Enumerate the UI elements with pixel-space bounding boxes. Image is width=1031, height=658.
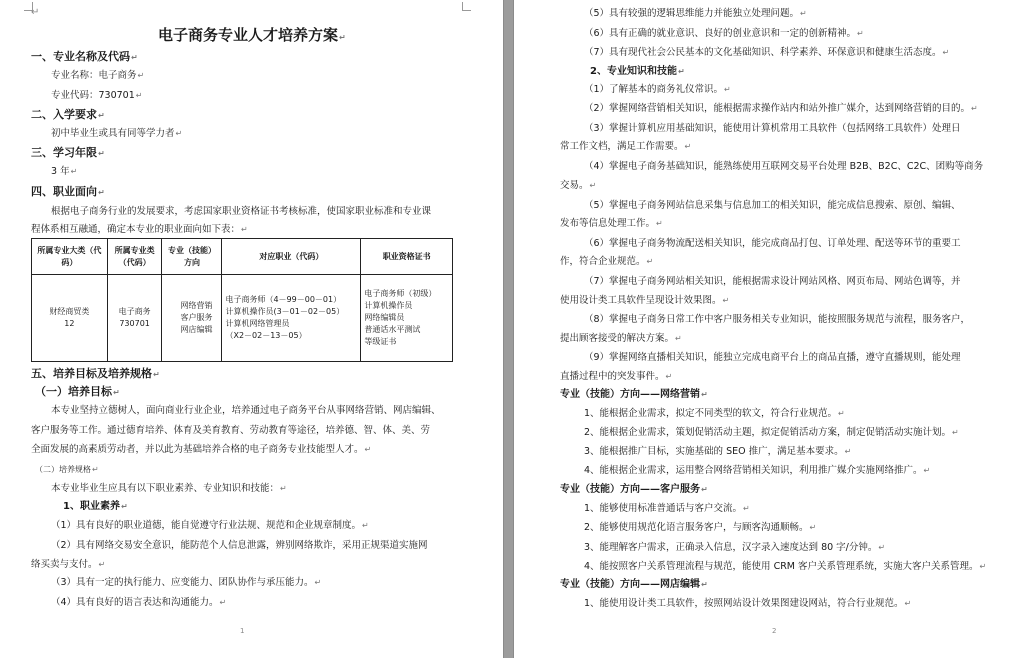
body-line[interactable]: 本专业毕业生应具有以下职业素养、专业知识和技能： ↵ <box>51 483 287 495</box>
list-item[interactable]: 发布等信息处理工作。 ↵ <box>560 218 663 230</box>
list-item[interactable]: （4）具有良好的语言表达和沟通能力。 ↵ <box>51 597 226 609</box>
table-cell[interactable] <box>162 275 222 362</box>
list-item[interactable]: （5）具有较强的逻辑思维能力并能独立处理问题。 ↵ <box>584 8 807 20</box>
document-title[interactable]: 电子商务专业人才培养方案 ↵ <box>158 26 346 47</box>
list-item[interactable]: 3、能理解客户需求，正确录入信息，汉字录入速度达到 80 字/分钟。 ↵ <box>584 542 885 554</box>
table-header-row <box>32 239 453 275</box>
list-item[interactable]: 使用设计类工具软件呈现设计效果图。 ↵ <box>560 295 729 307</box>
list-item[interactable]: 1、能使用设计类工具软件，按照网站设计效果图建设网站，符合行业规范。 ↵ <box>584 598 911 610</box>
list-item[interactable]: （2）具有网络交易安全意识，能防范个人信息泄露，辨别网络欺诈，采用正规渠道实施网 <box>51 540 428 551</box>
list-item[interactable]: 常工作文档，满足工作需要。 ↵ <box>560 141 691 153</box>
table-header-cell[interactable]: 对应职业（代码） <box>222 239 361 275</box>
body-line[interactable]: 程体系相互融通，确定本专业的职业面向如下表： ↵ <box>31 224 248 236</box>
list-item[interactable]: 2、能够使用规范化语言服务客户，与顾客沟通顺畅。 ↵ <box>584 522 816 534</box>
career-table <box>31 238 453 362</box>
list-item[interactable]: 作，符合企业规范。 ↵ <box>560 256 653 268</box>
list-item[interactable]: （6）具有正确的就业意识、良好的创业意识和一定的创新精神。 ↵ <box>584 28 864 40</box>
cell-text: 网络编辑员 <box>364 313 405 322</box>
subsection-heading[interactable]: （二）培养规格 ↵ <box>35 464 99 476</box>
direction-heading[interactable]: 专业（技能）方向——客户服务 ↵ <box>560 484 708 496</box>
direction-heading[interactable]: 专业（技能）方向——网络营销 ↵ <box>560 389 708 401</box>
list-item[interactable]: （7）掌握电子商务网站相关知识，能根据需求设计网站风格、网页布局、网站色调等，并 <box>584 276 961 287</box>
table-header-cell[interactable]: 专业（技能）方向 <box>162 239 222 275</box>
list-item[interactable]: （7）具有现代社会公民基本的文化基础知识、科学素养、环保意识和健康生活态度。 ↵ <box>584 47 949 59</box>
cell-text: 财经商贸类 <box>49 307 90 316</box>
cell-text: 网店编辑 <box>180 325 213 334</box>
list-item[interactable]: （9）掌握网络直播相关知识，能独立完成电商平台上的商品直播，遵守直播规则，能处理 <box>584 352 961 363</box>
table-header-cell[interactable]: 所属专业类（代码） <box>107 239 162 275</box>
document-page-2 <box>514 0 1031 658</box>
table-cell[interactable] <box>222 275 361 362</box>
cell-text: 计算机操作员(3－01－02－05） <box>225 307 345 316</box>
list-item[interactable]: （5）掌握电子商务网站信息采集与信息加工的相关知识，能完成信息搜索、原创、编辑、 <box>584 200 961 211</box>
list-item[interactable]: （3）掌握计算机应用基础知识，能使用计算机常用工具软件（包括网络工具软件）处理日 <box>584 123 961 134</box>
margin-corner-mark <box>462 2 471 11</box>
item-heading[interactable]: 2、专业知识和技能 ↵ <box>590 66 685 78</box>
body-line[interactable]: 专业名称：电子商务 ↵ <box>51 70 144 82</box>
table-cell[interactable] <box>361 275 453 362</box>
table-header-cell[interactable]: 所属专业大类（代码） <box>32 239 108 275</box>
list-item[interactable]: 提出顾客接受的解决方案。 ↵ <box>560 333 682 345</box>
list-item[interactable]: （4）掌握电子商务基础知识，能熟练使用互联网交易平台处理 B2B、B2C、C2C、团购等商务 <box>584 161 984 172</box>
list-item[interactable]: 3、能根据推广目标，实施基础的 SEO 推广，满足基本要求。 ↵ <box>584 446 851 458</box>
page-number: 1 <box>240 627 245 635</box>
body-line[interactable]: 客户服务等工作。通过德育培养、体育及美育教育、劳动教育等途径，培养德、智、体、美、劳 <box>31 425 431 436</box>
body-line[interactable]: 3 年 ↵ <box>51 166 77 178</box>
document-page-1 <box>0 0 503 658</box>
list-item[interactable]: （1）具有良好的职业道德，能自觉遵守行业法规、规范和企业规章制度。 ↵ <box>51 520 369 532</box>
cell-text: （X2－02－13－05） <box>225 331 307 340</box>
cell-text: 730701 <box>119 319 150 328</box>
cell-text: 网络营销 <box>180 301 213 310</box>
cell-text: 计算机操作员 <box>364 301 413 310</box>
cell-text: 客户服务 <box>180 313 213 322</box>
body-line[interactable]: 根据电子商务行业的发展要求，考虑国家职业资格证书考核标准，使国家职业标准和专业课 <box>51 206 432 217</box>
cell-text: 电子商务 <box>118 307 151 316</box>
subsection-heading[interactable]: （一）培养目标 ↵ <box>35 385 120 400</box>
list-item[interactable]: （8）掌握电子商务日常工作中客户服务相关专业知识，能按照服务规范与流程，服务客户， <box>584 314 971 325</box>
list-item[interactable]: （2）掌握网络营销相关知识，能根据需求操作站内和站外推广媒介，达到网络营销的目的。 ↵ <box>584 103 978 115</box>
list-item[interactable]: 络买卖与支付。 ↵ <box>31 559 105 571</box>
cell-text: 计算机网络管理员 <box>225 319 290 328</box>
table-cell[interactable] <box>32 275 108 362</box>
item-heading[interactable]: 1、职业素养 ↵ <box>63 501 128 513</box>
cell-text: 电子商务师（初级） <box>364 289 437 298</box>
body-line[interactable]: 全面发展的高素质劳动者，并以此为基础培养合格的电子商务专业技能型人才。 ↵ <box>31 444 371 456</box>
list-item[interactable]: （1）了解基本的商务礼仪常识。 ↵ <box>584 84 731 96</box>
table-header-cell[interactable]: 职业资格证书 <box>361 239 453 275</box>
section-heading[interactable]: 五、培养目标及培养规格 ↵ <box>31 367 160 382</box>
list-item[interactable]: 1、能根据企业需求，拟定不同类型的软文，符合行业规范。 ↵ <box>584 408 845 420</box>
body-line[interactable]: 专业代码：730701 ↵ <box>51 90 142 102</box>
list-item[interactable]: （6）掌握电子商务物流配送相关知识，能完成商品打包、订单处理、配送等环节的重要工 <box>584 238 961 249</box>
table-row <box>32 275 453 362</box>
cell-text: 电子商务师（4－99－00－01） <box>225 295 342 304</box>
direction-heading[interactable]: 专业（技能）方向——网店编辑 ↵ <box>560 579 708 591</box>
list-item[interactable]: 交易。 ↵ <box>560 180 596 192</box>
section-heading[interactable]: 三、学习年限 ↵ <box>31 146 105 161</box>
table-cell[interactable] <box>107 275 162 362</box>
cell-text: 12 <box>64 319 75 328</box>
page-gutter <box>503 0 514 658</box>
section-heading[interactable]: 四、职业面向 ↵ <box>31 185 105 200</box>
page-number: 2 <box>772 627 777 635</box>
section-heading[interactable]: 二、入学要求 ↵ <box>31 108 105 123</box>
list-item[interactable]: （3）具有一定的执行能力、应变能力、团队协作与承压能力。 ↵ <box>51 577 321 589</box>
body-line[interactable]: 初中毕业生或具有同等学力者 ↵ <box>51 128 182 140</box>
section-heading[interactable]: 一、专业名称及代码 ↵ <box>31 50 138 65</box>
list-item[interactable]: 直播过程中的突发事件。 ↵ <box>560 371 672 383</box>
list-item[interactable]: 4、能按照客户关系管理流程与规范，能使用 CRM 客户关系管理系统，实施大客户关系管理。 ↵ <box>584 561 986 573</box>
body-line[interactable]: 本专业坚持立德树人，面向商业行业企业，培养通过电子商务平台从事网络营销、网店编辑、 <box>51 405 441 416</box>
cell-text: 等级证书 <box>364 337 397 346</box>
list-item[interactable]: 1、能够使用标准普通话与客户交流。 ↵ <box>584 503 750 515</box>
paragraph-mark-icon: ↵ <box>31 7 40 18</box>
cell-text: 普通话水平测试 <box>364 325 421 334</box>
list-item[interactable]: 2、能根据企业需求，策划促销活动主题，拟定促销活动方案，制定促销活动实施计划。 ↵ <box>584 427 959 439</box>
list-item[interactable]: 4、能根据企业需求，运用整合网络营销相关知识，利用推广媒介实施网络推广。 ↵ <box>584 465 930 477</box>
